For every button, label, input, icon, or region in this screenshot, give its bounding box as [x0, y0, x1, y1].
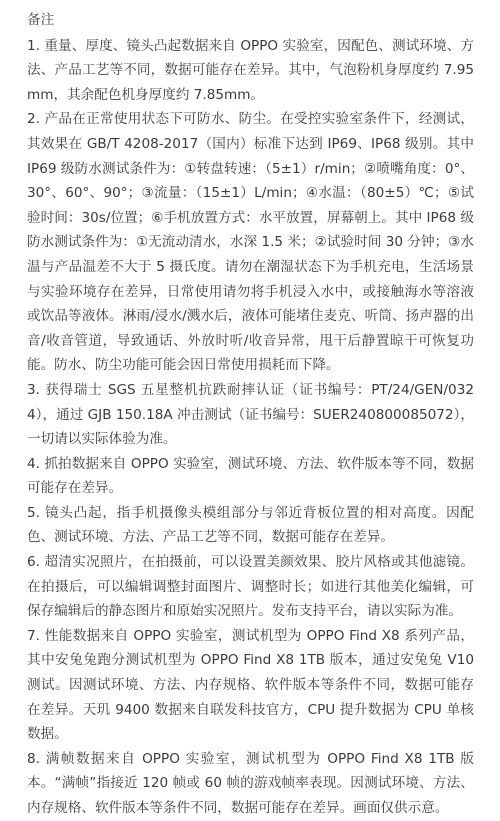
note-item-3: 3. 获得瑞士 SGS 五星整机抗跌耐摔认证（证书编号：PT/24/GEN/0324），通过 GJB 150.18A 冲击测试（证书编号：SUER240800085072），一切请以实际体验为准。 — [27, 381, 474, 448]
note-item-7: 7. 性能数据来自 OPPO 实验室，测试机型为 OPPO Find X8 系列产品，其中安兔兔跑分测试机型为 OPPO Find X8 1TB 版本，通过安兔兔 V10 测试。因测试环境、方法、内存规格、软件版本等条件不同，数据可能存在差异。天玑 9400 数据来自联发科技官方，CPU 提升数据为 CPU 单核数据。 — [27, 627, 474, 743]
note-item-8: 8. 满帧数据来自 OPPO 实验室，测试机型为 OPPO Find X8 1TB 版本。“满帧”指接近 120 帧或 60 帧的游戏帧率表现。因测试环境、方法、内存规格、软件版本等条件不同，数据可能存在差异。画面仅供示意。 — [27, 750, 474, 816]
note-item-5: 5. 镜头凸起，指手机摄像头模组部分与邻近背板位置的相对高度。因配色、测试环境、方法、产品工艺等不同，数据可能存在差异。 — [27, 504, 474, 546]
note-item-1: 1. 重量、厚度、镜头凸起数据来自 OPPO 实验室，因配色、测试环境、方法、产品工艺等不同，数据可能存在差异。其中，气泡粉机身厚度约 7.95mm，其余配色机身厚度约 7.85mm。 — [27, 37, 474, 103]
notes-title: 备注 — [27, 12, 55, 28]
note-item-4: 4. 抓拍数据来自 OPPO 实验室，测试环境、方法、软件版本等不同，数据可能存在差异。 — [27, 455, 474, 497]
notes-list — [27, 34, 474, 821]
note-item-6: 6. 超清实况照片，在拍摄前，可以设置美颜效果、胶片风格或其他滤镜。在拍摄后，可以编辑调整封面图片、调整时长；如进行其他美化编辑，可保存编辑后的静态图片和原始实况照片。发布支持平台，请以实际为准。 — [27, 554, 474, 620]
note-item-2: 2. 产品在正常使用状态下可防水、防尘。在受控实验室条件下，经测试，其效果在 GB/T 4208-2017（国内）标准下达到 IP69、IP68 级别。其中 IP69 级防水测试条件为：①转盘转速：（5±1）r/min；②喷嘴角度：0°、30°、60°、90°；③流量：（15±1）L/min；④水温：（80±5）℃；⑤试验时间：30s/位置；⑥手机放置方式：水平放置，屏幕朝上。其中 IP68 级防水测试条件为：①无流动清水，水深 1.5 米；②试验时间 30 分钟；③水温与产品温差不大于 5 摄氏度。请勿在潮湿状态下为手机充电，生活场景与实验环境存在差异，日常使用请勿将手机浸入水中，或接触海水等溶液或饮品等液体。淋雨/浸水/溅水后，液体可能堵住麦克、听筒、扬声器的出音/收音管道，导致通话、外放时听/收音异常，甩干后静置晾干可恢复功能。防水、防尘功能可能会因日常使用损耗而下降。 — [27, 111, 474, 374]
